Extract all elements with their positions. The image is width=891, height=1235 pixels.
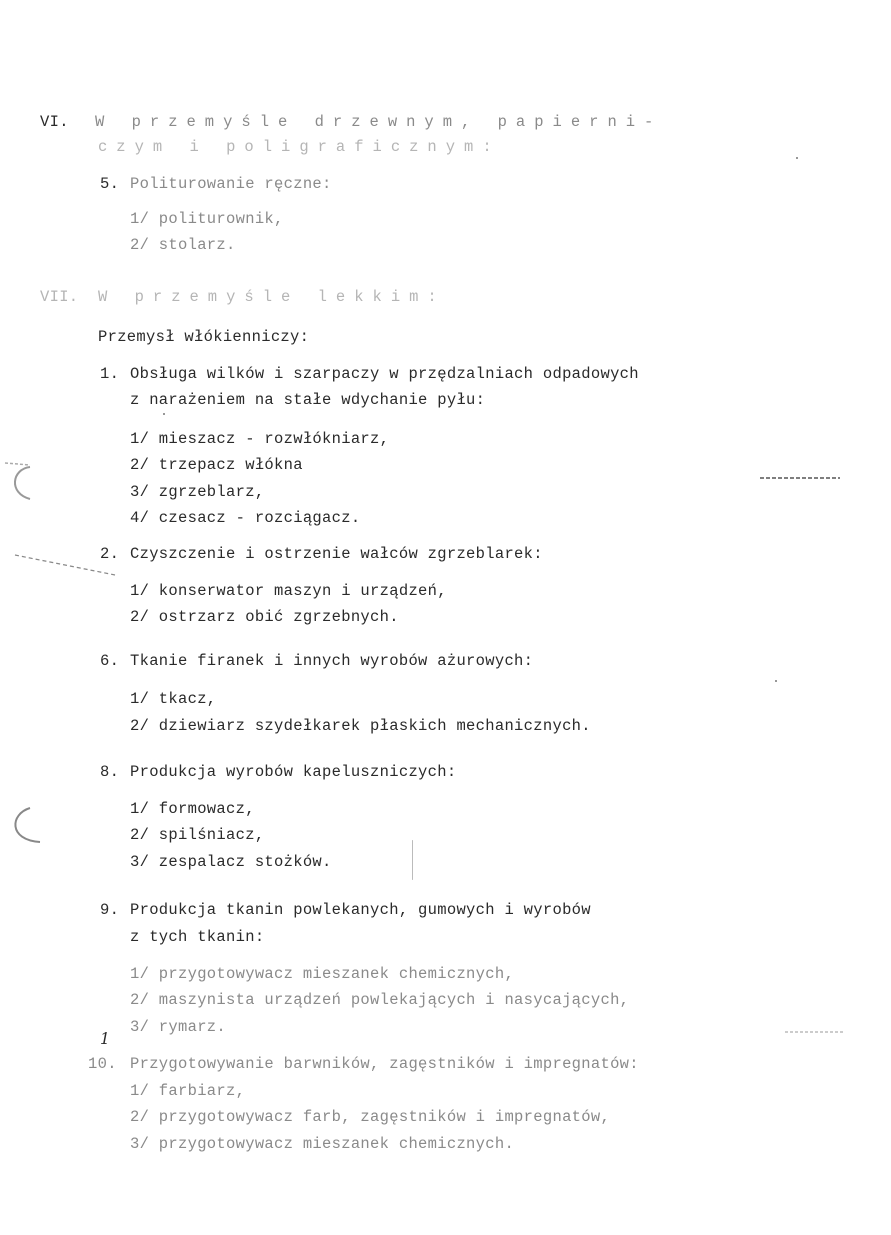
handwritten-correction: 1: [100, 1030, 111, 1048]
list-entry: 2/ trzepacz włókna: [130, 456, 303, 474]
section-vii-number: VII.: [40, 288, 79, 306]
list-entry: 2/ spilśniacz,: [130, 826, 265, 844]
speck: [796, 157, 798, 159]
section-vi-heading-line1: W przemyśle drzewnym, papierni-: [95, 113, 663, 131]
list-entry: 2/ ostrzarz obić zgrzebnych.: [130, 608, 399, 626]
list-entry: 3/ zespalacz stożków.: [130, 853, 332, 871]
list-entry: 1/ przygotowywacz mieszanek chemicznych,: [130, 965, 515, 983]
section-vi-number: VI.: [40, 113, 69, 131]
item-number: 1.: [100, 365, 120, 383]
section-vii-heading: W przemyśle lekkim:: [98, 288, 446, 306]
list-entry: 1/ politurownik,: [130, 210, 284, 228]
speck: [163, 413, 165, 415]
item-vi-5-title: Politurowanie ręczne:: [130, 175, 332, 193]
item-title: Produkcja wyrobów kapeluszniczych:: [130, 763, 457, 781]
item-title: Przygotowywanie barwników, zagęstników i impregnatów:: [130, 1055, 639, 1073]
list-entry: 1/ farbiarz,: [130, 1082, 246, 1100]
item-vi-5-number: 5.: [100, 175, 120, 193]
list-entry: 1/ konserwator maszyn i urządzeń,: [130, 582, 447, 600]
scan-line-artifact: [780, 1027, 850, 1037]
scan-line-artifact: [755, 472, 845, 484]
item-title: Tkanie firanek i innych wyrobów ażurowych:: [130, 652, 534, 670]
item-number: 6.: [100, 652, 120, 670]
item-number: 9.: [100, 901, 120, 919]
item-title: Produkcja tkanin powlekanych, gumowych i wyrobów: [130, 901, 591, 919]
scan-line-artifact: [10, 550, 120, 580]
item-number: 8.: [100, 763, 120, 781]
list-entry: 2/ maszynista urządzeń powlekających i nasycających,: [130, 991, 630, 1009]
speck: [775, 680, 777, 682]
list-entry: 3/ zgrzeblarz,: [130, 483, 265, 501]
list-entry: 3/ przygotowywacz mieszanek chemicznych.: [130, 1135, 515, 1153]
list-entry: 1/ mieszacz - rozwłókniarz,: [130, 430, 390, 448]
hole-punch-mark: [0, 800, 60, 850]
list-entry: 2/ dziewiarz szydełkarek płaskich mechanicznych.: [130, 717, 591, 735]
item-title: Czyszczenie i ostrzenie wałców zgrzeblarek:: [130, 545, 543, 563]
list-entry: 1/ tkacz,: [130, 690, 217, 708]
item-title-cont: z narażeniem na stałe wdychanie pyłu:: [130, 391, 486, 409]
list-entry: 4/ czesacz - rozciągacz.: [130, 509, 361, 527]
list-entry: 2/ przygotowywacz farb, zagęstników i impregnatów,: [130, 1108, 611, 1126]
hole-punch-mark: [0, 455, 60, 505]
section-vi-heading-line2: czym i poligraficznym:: [98, 138, 501, 156]
scan-line-artifact: [412, 840, 413, 880]
list-entry: 3/ rymarz.: [130, 1018, 227, 1036]
list-entry: 1/ formowacz,: [130, 800, 255, 818]
item-number: 10.: [88, 1055, 117, 1073]
item-title-cont: z tych tkanin:: [130, 928, 265, 946]
list-entry: 2/ stolarz.: [130, 236, 236, 254]
item-number: 2.: [100, 545, 120, 563]
section-vii-subheading: Przemysł włókienniczy:: [98, 328, 310, 346]
item-title: Obsługa wilków i szarpaczy w przędzalniach odpadowych: [130, 365, 639, 383]
